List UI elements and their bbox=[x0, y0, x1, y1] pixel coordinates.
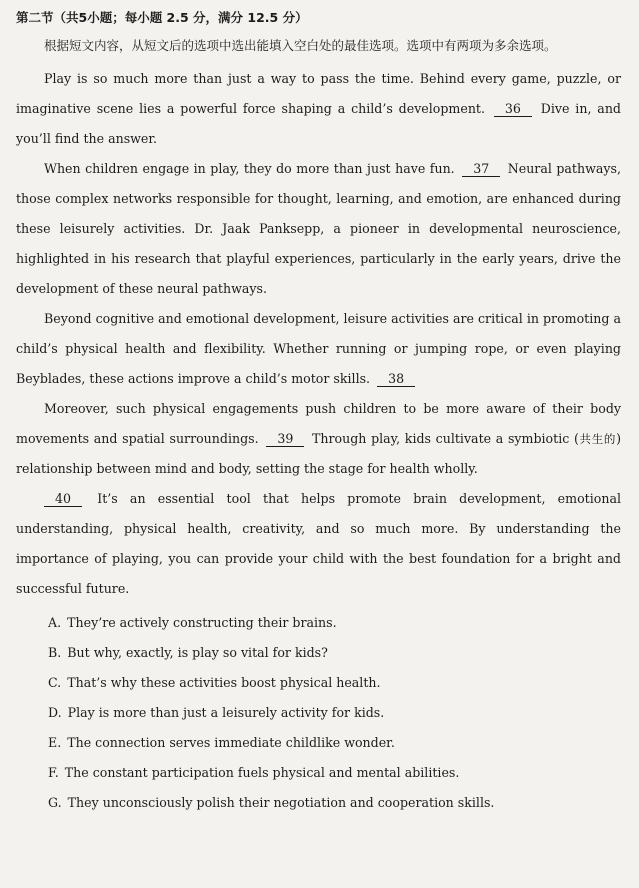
passage bbox=[16, 64, 621, 604]
option-item bbox=[48, 758, 621, 788]
option-letter: A. bbox=[48, 615, 62, 630]
option-text: They unconsciously polish their negotiation and cooperation skills. bbox=[67, 795, 495, 810]
option-letter: B. bbox=[48, 645, 62, 660]
option-text: Play is more than just a leisurely activity for kids. bbox=[67, 705, 385, 720]
option-item bbox=[48, 698, 621, 728]
answer-options bbox=[16, 608, 621, 818]
section-heading: 第二节（共5小题；每小题 2.5 分，满分 12.5 分） bbox=[16, 10, 308, 25]
option-letter: E. bbox=[48, 735, 62, 750]
blank-36: 36 bbox=[494, 101, 532, 117]
paragraph-text: Through play, kids cultivate a symbiotic ( bbox=[312, 431, 579, 446]
chinese-gloss: 共生的 bbox=[578, 432, 617, 446]
option-item bbox=[48, 608, 621, 638]
paragraph-5 bbox=[16, 484, 621, 604]
blank-37: 37 bbox=[462, 161, 500, 177]
option-text: The constant participation fuels physical and mental abilities. bbox=[64, 765, 460, 780]
paragraph-text: Neural pathways, those complex networks responsible for thought, learning, and emotion, are enhanced during these leisurely activities. Dr. Jaak Panksepp, a pioneer in developmental neuroscience, highlighted in his research that playful experiences, particularly in the early years, drive the development of these neural pathways. bbox=[16, 161, 621, 296]
option-letter: D. bbox=[48, 705, 62, 720]
option-letter: G. bbox=[48, 795, 62, 810]
paragraph-text: When children engage in play, they do more than just have fun. bbox=[44, 161, 455, 176]
paragraph-text: ) relationship between mind and body, setting the stage for health wholly. bbox=[16, 431, 621, 476]
option-item bbox=[48, 728, 621, 758]
paragraph-4 bbox=[16, 394, 621, 484]
section-instruction: 根据短文内容，从短文后的选项中选出能填入空白处的最佳选项。选项中有两项为多余选项。 bbox=[44, 38, 557, 53]
paragraph-text: Play is so much more than just a way to pass the time. Behind every game, puzzle, or imaginative scene lies a powerful force shaping a child’s development. bbox=[16, 71, 621, 116]
option-letter: F. bbox=[48, 765, 59, 780]
blank-40: 40 bbox=[44, 491, 82, 507]
option-text: They’re actively constructing their brains. bbox=[67, 615, 337, 630]
option-item bbox=[48, 668, 621, 698]
option-text: That’s why these activities boost physical health. bbox=[67, 675, 381, 690]
option-text: But why, exactly, is play so vital for kids? bbox=[67, 645, 328, 660]
paragraph-text: Dive in, and you’ll find the answer. bbox=[16, 101, 621, 146]
paragraph-3 bbox=[16, 304, 621, 394]
option-text: The connection serves immediate childlike wonder. bbox=[67, 735, 395, 750]
option-letter: C. bbox=[48, 675, 62, 690]
paragraph-text: It’s an essential tool that helps promote brain development, emotional understanding, physical health, creativity, and so much more. By understanding the importance of playing, you can provide your child with the best foundation for a bright and successful future. bbox=[16, 491, 621, 596]
blank-39: 39 bbox=[266, 431, 304, 447]
paragraph-text: Moreover, such physical engagements push children to be more aware of their body movements and spatial surroundings. bbox=[16, 401, 621, 446]
paragraph-text: Beyond cognitive and emotional development, leisure activities are critical in promoting a child’s physical health and flexibility. Whether running or jumping rope, or even playing Beyblades, these actions improve a child’s motor skills. bbox=[16, 311, 621, 386]
paragraph-2 bbox=[16, 154, 621, 304]
option-item bbox=[48, 788, 621, 818]
option-item bbox=[48, 638, 621, 668]
blank-38: 38 bbox=[377, 371, 415, 387]
paragraph-1 bbox=[16, 64, 621, 154]
